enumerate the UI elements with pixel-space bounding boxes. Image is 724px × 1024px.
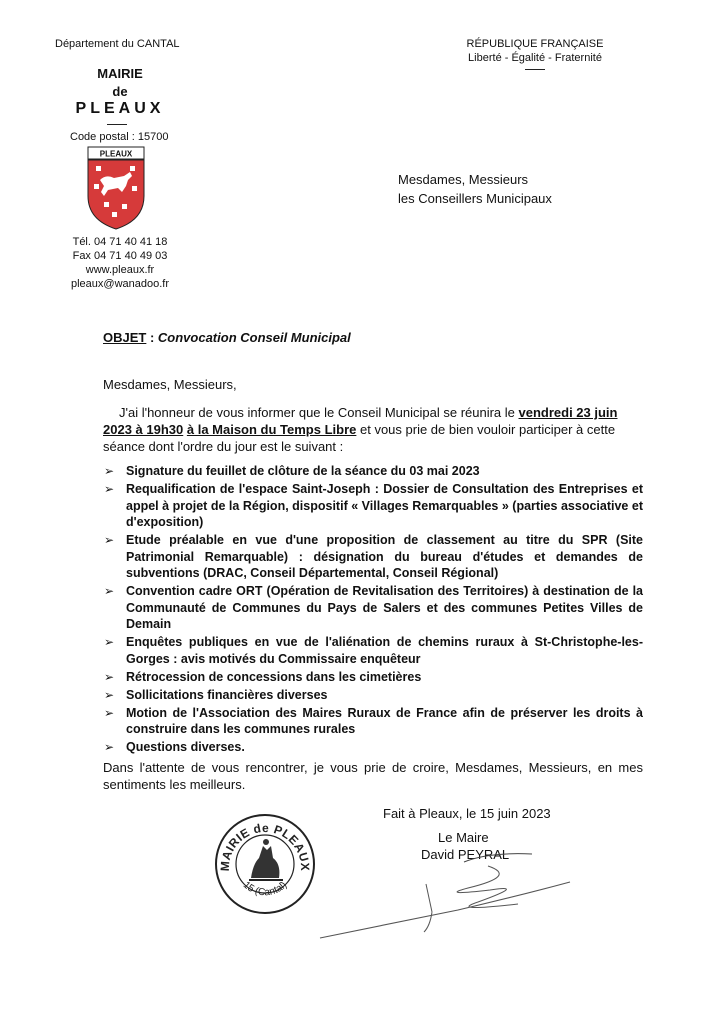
recipient-line-1: Mesdames, Messieurs <box>398 172 529 187</box>
email: pleaux@wanadoo.fr <box>70 278 169 290</box>
republic-label: RÉPUBLIQUE FRANÇAISE <box>466 38 604 50</box>
salutation: Mesdames, Messieurs, <box>103 377 237 392</box>
agenda-item-text: Questions diverses. <box>126 740 245 754</box>
meeting-place: à la Maison du Temps Libre <box>186 422 357 437</box>
meeting-date-time: vendredi 23 juin 2023 à 19h30 <box>103 405 618 437</box>
agenda-item <box>103 739 643 756</box>
arrow-bullet-icon: ➢ <box>104 705 115 720</box>
agenda-item <box>103 481 643 531</box>
closing-paragraph: Dans l'attente de vous rencontrer, je vous prie de croire, Mesdames, Messieurs, en mes sentiments les meilleurs. <box>103 760 643 792</box>
agenda-item <box>103 705 643 738</box>
crest-shield-icon <box>84 146 148 230</box>
agenda-item-text: Rétrocession de concessions dans les cimetières <box>126 669 422 684</box>
arrow-bullet-icon: ➢ <box>104 464 115 478</box>
mayor-name: David PEYRAL <box>421 847 510 862</box>
svg-text:15 (Cantal): 15 (Cantal) <box>240 879 290 899</box>
agenda-list <box>103 463 643 757</box>
arrow-bullet-icon: ➢ <box>104 687 115 702</box>
agenda-item <box>103 532 643 582</box>
agenda-item-text: Motion de l'Association des Maires Ruraux de France afin de préserver les droits à construire dans les communes rurales <box>126 705 643 736</box>
official-stamp <box>213 812 317 916</box>
place-and-date: Fait à Pleaux, le 15 juin 2023 <box>383 806 551 821</box>
fax-number: Fax 04 71 40 49 03 <box>72 250 168 262</box>
arrow-bullet-icon: ➢ <box>104 533 115 547</box>
recipient-line-2: les Conseillers Municipaux <box>398 191 552 206</box>
town-crest <box>84 146 148 230</box>
arrow-bullet-icon: ➢ <box>104 482 115 496</box>
subject-value: Convocation Conseil Municipal <box>157 330 351 345</box>
motto-divider <box>525 69 545 70</box>
phone-number: Tél. 04 71 40 41 18 <box>72 236 168 248</box>
agenda-item-text: Etude préalable en vue d'une proposition de classement au titre du SPR (Site Patrimonial Remarquable) : désignation du bureau d'études et demandes de subventions (DRAC, Conseil Départemental, Conseil Régional) <box>126 533 643 580</box>
agenda-item-text: Enquêtes publiques en vue de l'aliénation de chemins ruraux à St-Christophe-les-Gorges : avis motivés du Commissaire enquêteur <box>126 635 643 666</box>
town-name: PLEAUX <box>75 100 165 117</box>
mayor-title: Le Maire <box>438 830 489 845</box>
intro-paragraph <box>103 404 643 455</box>
arrow-bullet-icon: ➢ <box>104 584 115 598</box>
recipient-block <box>398 170 552 208</box>
svg-text:MAIRIE de PLEAUX: MAIRIE de PLEAUX <box>217 820 313 872</box>
header-divider <box>107 124 127 125</box>
agenda-item <box>103 687 643 704</box>
agenda-item-text: Requalification de l'espace Saint-Joseph : Dossier de Consultation des Entreprises et appel à projet de la Région, dispositif « Villages Remarquables » (parties associative et d'exposition) <box>126 482 643 529</box>
handwritten-signature-icon <box>318 846 578 946</box>
arrow-bullet-icon: ➢ <box>104 635 115 649</box>
agenda-item-text: Convention cadre ORT (Opération de Revitalisation des Territoires) à destination de la Communauté de Communes du Pays de Salers et des communes Petites Villes de Demain <box>126 584 643 631</box>
arrow-bullet-icon: ➢ <box>104 740 115 754</box>
crest-label: PLEAUX <box>99 149 133 159</box>
department-name: Département du CANTAL <box>55 38 180 50</box>
subject-line <box>103 330 351 345</box>
agenda-item-text: Sollicitations financières diverses <box>126 687 328 702</box>
mairie-label: MAIRIE <box>97 66 143 81</box>
agenda-item <box>103 669 643 686</box>
intro-text-1: J'ai l'honneur de vous informer que le Conseil Municipal se réunira le <box>119 405 519 420</box>
agenda-item <box>103 463 643 480</box>
website: www.pleaux.fr <box>85 264 155 276</box>
arrow-bullet-icon: ➢ <box>104 669 115 684</box>
agenda-item <box>103 634 643 667</box>
republic-motto: Liberté - Égalité - Fraternité <box>468 52 602 64</box>
de-label: de <box>112 84 128 99</box>
subject-label: OBJET <box>103 330 147 345</box>
intro-text-2: et vous prie de bien vouloir participer à cette séance dont l'ordre du jour est le suivant : <box>103 422 616 454</box>
postal-code: Code postal : 15700 <box>70 131 169 143</box>
agenda-item-text: Signature du feuillet de clôture de la séance du 03 mai 2023 <box>126 464 480 478</box>
subject-separator: : <box>146 330 158 345</box>
mayor-signature <box>318 846 578 946</box>
stamp-icon <box>213 812 317 916</box>
agenda-item <box>103 583 643 633</box>
